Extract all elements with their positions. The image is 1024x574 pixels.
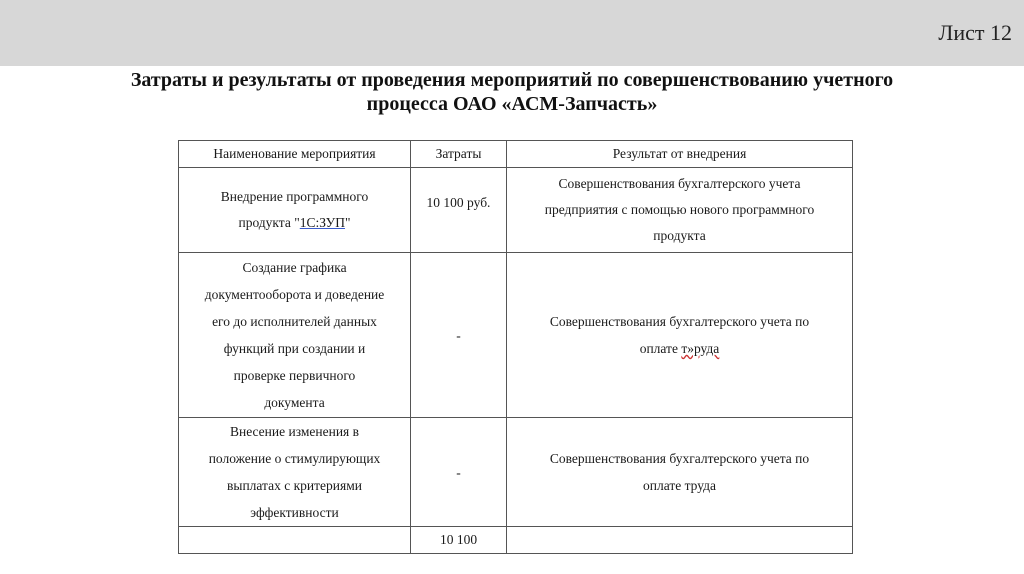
- slide-header-bar: [0, 0, 1024, 66]
- sheet-number: Лист 12: [938, 20, 1012, 45]
- measure-name-cell: [179, 253, 411, 418]
- total-cost-cell: 10 100: [411, 527, 507, 554]
- cell-text: предприятия с помощью нового программного: [544, 202, 815, 217]
- result-cell: [507, 168, 853, 253]
- slide-title: [0, 68, 1024, 116]
- cost-cell: -: [411, 253, 507, 418]
- cell-text: Внедрение программного: [220, 189, 369, 204]
- cell-text: [511, 335, 848, 362]
- cell-text: Совершенствования бухгалтерского учета по: [549, 451, 810, 466]
- cell-text: продукта ": [238, 215, 300, 230]
- cell-text: [183, 210, 406, 236]
- table-row: [179, 418, 853, 527]
- table-header-row: [179, 141, 853, 168]
- cell-text: функций при создании и: [223, 341, 366, 356]
- cell-text: документа: [264, 395, 325, 410]
- cell-text: Создание графика: [242, 260, 347, 275]
- cell-text: выплатах с критериями: [227, 478, 362, 493]
- cell-text: Совершенствования бухгалтерского учета по: [549, 314, 810, 329]
- cell-text: оплате: [639, 341, 682, 356]
- measures-table: [178, 140, 853, 554]
- measure-name-cell: [179, 418, 411, 527]
- header-costs: Затраты: [411, 141, 507, 168]
- cell-text: ": [345, 215, 351, 230]
- cost-cell: -: [411, 418, 507, 527]
- product-link-text: 1С:ЗУП: [299, 215, 345, 230]
- cell-text: его до исполнителей данных: [212, 314, 377, 329]
- total-name-cell: [179, 527, 411, 554]
- table-row: [179, 168, 853, 253]
- title-line-2: процесса ОАО «АСМ-Запчасть»: [366, 93, 658, 115]
- table-total-row: [179, 527, 853, 554]
- header-measure-name: Наименование мероприятия: [179, 141, 411, 168]
- cell-text: документооборота и доведение: [204, 287, 385, 302]
- result-cell: [507, 418, 853, 527]
- cell-text: 10 100 руб.: [426, 195, 491, 210]
- title-line-1: Затраты и результаты от проведения мероприятий по совершенствованию учетного: [130, 69, 894, 91]
- header-result: Результат от внедрения: [507, 141, 853, 168]
- cell-text: эффективности: [250, 505, 339, 520]
- measure-name-cell: [179, 168, 411, 253]
- result-cell: [507, 253, 853, 418]
- total-result-cell: [507, 527, 853, 554]
- cell-text: проверке первичного: [233, 368, 356, 383]
- cell-text: Совершенствования бухгалтерского учета: [558, 176, 801, 191]
- table-row: [179, 253, 853, 418]
- cell-text: Внесение изменения в: [229, 424, 360, 439]
- cell-text: продукта: [653, 228, 706, 243]
- cell-text: положение о стимулирующих: [208, 451, 381, 466]
- cost-cell: [411, 168, 507, 253]
- cell-text: оплате труда: [642, 478, 717, 493]
- spellcheck-error-text: т»руда: [681, 341, 720, 356]
